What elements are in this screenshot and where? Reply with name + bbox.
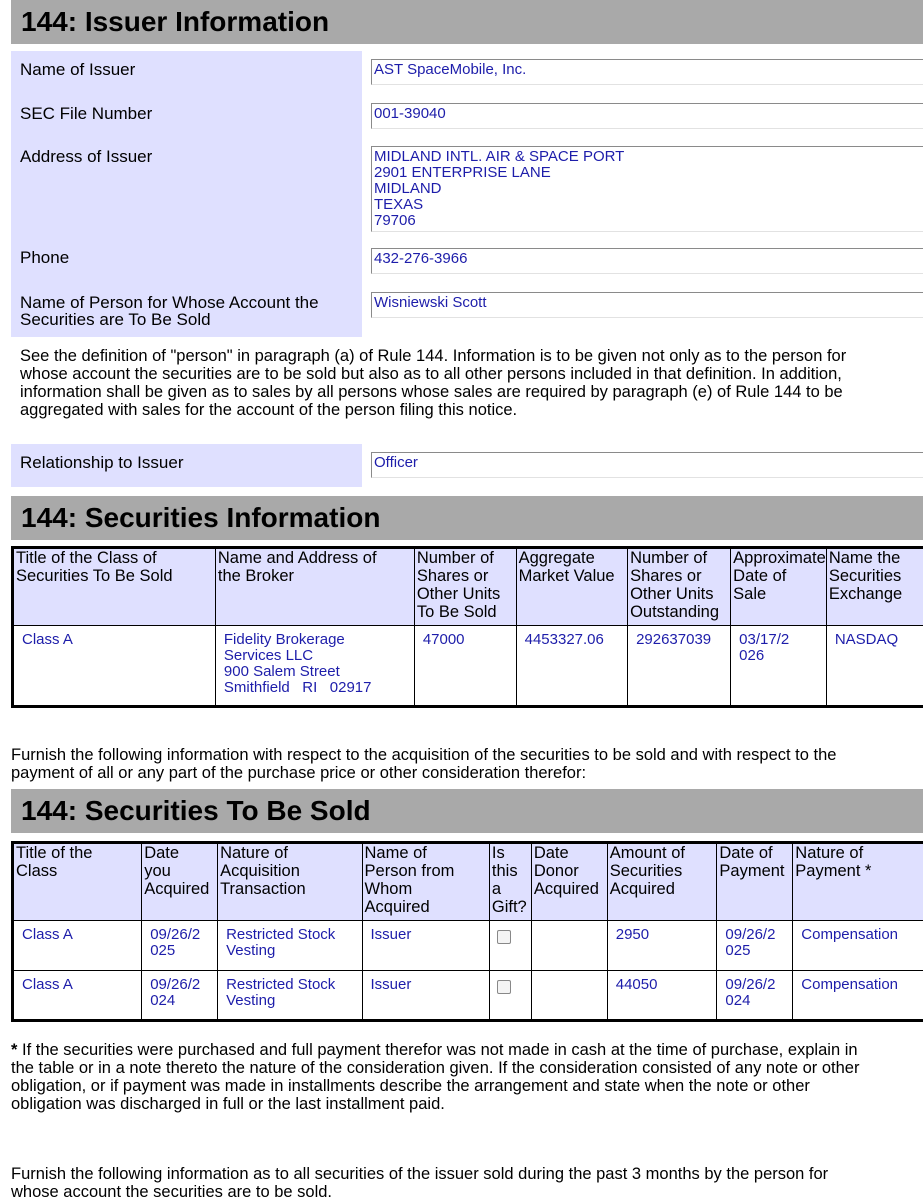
sale-date-cell: 03/17/2 026 [731, 626, 827, 707]
payment-nature-cell: Compensation [793, 921, 923, 971]
header-cell: Number of Shares or Other Units Outstanding [628, 548, 731, 626]
class-cell: Class A [13, 626, 216, 707]
address-line: MIDLAND INTL. AIR & SPACE PORT [374, 149, 923, 165]
issuer-name-label: Name of Issuer [11, 51, 362, 95]
table-header-row [13, 548, 923, 626]
header-cell: Name and Address of the Broker [215, 548, 414, 626]
to-be-sold-heading: 144: Securities To Be Sold [11, 789, 923, 833]
header-cell: Title of the Class of Securities To Be Sold [13, 548, 216, 626]
table-row [13, 626, 923, 707]
person-name-label: Name of Person for Whose Account the Securities are To Be Sold [11, 284, 362, 337]
table-row [13, 971, 923, 1021]
acquired-date-cell: 09/26/2 025 [142, 921, 218, 971]
issuer-address-field[interactable] [371, 146, 923, 232]
outstanding-cell: 292637039 [628, 626, 731, 707]
from-cell: Issuer [362, 971, 489, 1021]
to-be-sold-table [11, 841, 923, 1022]
payment-footnote: * If the securities were purchased and full payment therefor was not made in cash at the time of purchase, explain in the table or in a note thereto the nature of the consideration given. If the consideration consisted of any note or other obligation, or if payment was made in installments describe the arrangement and state when the note or other obligation was discharged in full or the last installment paid. [11, 1041, 923, 1113]
broker-cell: Fidelity Brokerage Services LLC 900 Salem Street Smithfield RI 02917 [215, 626, 414, 707]
header-cell: Is this a Gift? [489, 843, 531, 921]
address-line: MIDLAND [374, 181, 923, 197]
acquisition-note: Furnish the following information with respect to the acquisition of the securities to be sold and with respect to the payment of all or any part of the purchase price or other consideration therefor: [11, 746, 923, 782]
nature-cell: Restricted Stock Vesting [218, 971, 362, 1021]
header-cell: Date you Acquired [142, 843, 218, 921]
phone-field[interactable]: 432-276-3966 [371, 248, 923, 274]
header-cell: Date of Payment [717, 843, 793, 921]
header-cell: Nature of Acquisition Transaction [218, 843, 362, 921]
from-cell: Issuer [362, 921, 489, 971]
class-cell: Class A [13, 921, 142, 971]
header-cell: Aggregate Market Value [516, 548, 627, 626]
header-cell: Name the Securities Exchange [826, 548, 923, 626]
issuer-address-label: Address of Issuer [11, 138, 362, 239]
header-cell: Date Donor Acquired [531, 843, 607, 921]
shares-cell: 47000 [414, 626, 516, 707]
address-line: 2901 ENTERPRISE LANE [374, 165, 923, 181]
past-sales-note: Furnish the following information as to all securities of the issuer sold during the past 3 months by the person for whose account the securities are to be sold. [11, 1165, 923, 1201]
address-line: TEXAS [374, 197, 923, 213]
exchange-cell: NASDAQ [826, 626, 923, 707]
gift-cell [489, 971, 531, 1021]
payment-date-cell: 09/26/2 024 [717, 971, 793, 1021]
issuer-name-field[interactable]: AST SpaceMobile, Inc. [371, 59, 923, 85]
sec-file-number-label: SEC File Number [11, 95, 362, 138]
payment-nature-cell: Compensation [793, 971, 923, 1021]
securities-info-table [11, 546, 923, 708]
table-header-row [13, 843, 923, 921]
header-cell: Number of Shares or Other Units To Be Sold [414, 548, 516, 626]
gift-cell [489, 921, 531, 971]
phone-label: Phone [11, 239, 362, 284]
header-cell: Title of the Class [13, 843, 142, 921]
relationship-field[interactable]: Officer [371, 452, 923, 478]
header-cell: Amount of Securities Acquired [607, 843, 717, 921]
class-cell: Class A [13, 971, 142, 1021]
acquired-date-cell: 09/26/2 024 [142, 971, 218, 1021]
address-line: 79706 [374, 213, 923, 229]
nature-cell: Restricted Stock Vesting [218, 921, 362, 971]
header-cell: Nature of Payment * [793, 843, 923, 921]
relationship-label: Relationship to Issuer [11, 444, 362, 487]
person-definition-note: See the definition of "person" in paragraph (a) of Rule 144. Information is to be given not only as to the person for whose account the securities are to be sold but also as to all other persons included in that definition. In addition, information shall be given as to sales by all persons whose sales are required by paragraph (e) of Rule 144 to be aggregated with sales for the account of the person filing this notice. [20, 347, 923, 419]
gift-checkbox[interactable] [497, 930, 511, 944]
header-cell: Name of Person from Whom Acquired [362, 843, 489, 921]
sec-file-number-field[interactable]: 001-39040 [371, 103, 923, 129]
person-name-field[interactable]: Wisniewski Scott [371, 292, 923, 318]
securities-info-heading: 144: Securities Information [11, 496, 923, 540]
header-cell: Approximate Date of Sale [731, 548, 827, 626]
issuer-section-heading: 144: Issuer Information [11, 0, 923, 44]
gift-checkbox[interactable] [497, 980, 511, 994]
donor-date-cell [531, 921, 607, 971]
donor-date-cell [531, 971, 607, 1021]
payment-date-cell: 09/26/2 025 [717, 921, 793, 971]
amount-cell: 44050 [607, 971, 717, 1021]
amount-cell: 2950 [607, 921, 717, 971]
table-row [13, 921, 923, 971]
market-value-cell: 4453327.06 [516, 626, 627, 707]
